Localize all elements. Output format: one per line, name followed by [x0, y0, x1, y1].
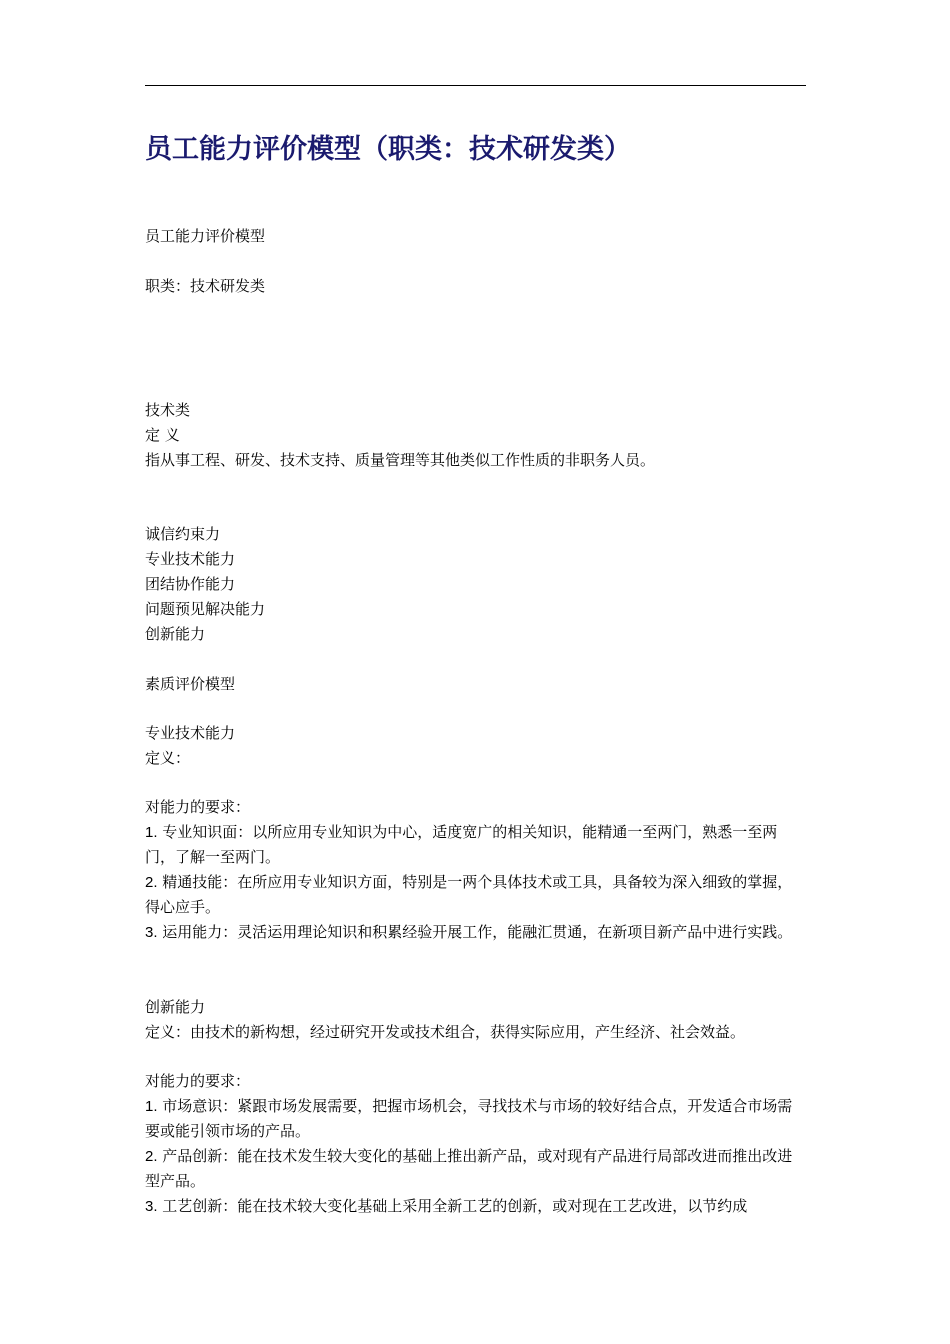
- professional-requirements-label: 对能力的要求：: [145, 798, 251, 816]
- item-number: 1.: [145, 824, 158, 841]
- quality-model-heading: 素质评价模型: [145, 675, 236, 693]
- innovation-heading: 创新能力: [145, 998, 206, 1016]
- item-number: 1.: [145, 1098, 158, 1115]
- innovation-requirements-label: 对能力的要求：: [145, 1072, 251, 1090]
- item-text: 市场意识：紧跟市场发展需要，把握市场机会，寻找技术与市场的较好结合点，开发适合市场需要或能引领市场的产品。: [145, 1097, 793, 1140]
- subtitle-category: 职类：技术研发类: [145, 277, 266, 295]
- innovation-requirement-1: [145, 1094, 806, 1144]
- professional-requirement-3: [145, 920, 806, 945]
- professional-definition: 定义：: [145, 749, 191, 767]
- item-number: 2.: [145, 874, 158, 891]
- item-text: 产品创新：能在技术发生较大变化的基础上推出新产品，或对现有产品进行局部改进而推出改进型产品。: [145, 1147, 793, 1190]
- professional-requirement-1: [145, 820, 806, 870]
- item-number: 2.: [145, 1148, 158, 1165]
- subtitle-model: 员工能力评价模型: [145, 227, 266, 245]
- competency-item: 创新能力: [145, 625, 206, 643]
- item-text: 工艺创新：能在技术较大变化基础上采用全新工艺的创新，或对现在工艺改进，以节约成: [162, 1197, 748, 1215]
- innovation-definition: 定义：由技术的新构想，经过研究开发或技术组合，获得实际应用，产生经济、社会效益。: [145, 1023, 746, 1041]
- definition-label: 定 义: [145, 426, 180, 444]
- professional-heading: 专业技术能力: [145, 724, 236, 742]
- item-text: 专业知识面：以所应用专业知识为中心，适度宽广的相关知识，能精通一至两门，熟悉一至两门，了解一至两门。: [145, 823, 778, 866]
- item-text: 运用能力：灵活运用理论知识和积累经验开展工作，能融汇贯通，在新项目新产品中进行实践。: [162, 923, 793, 941]
- competency-item: 团结协作能力: [145, 575, 236, 593]
- item-number: 3.: [145, 1198, 158, 1215]
- innovation-requirement-2: [145, 1144, 806, 1194]
- professional-requirement-2: [145, 870, 806, 920]
- item-number: 3.: [145, 924, 158, 941]
- definition-text: 指从事工程、研发、技术支持、质量管理等其他类似工作性质的非职务人员。: [145, 451, 656, 469]
- competency-item: 专业技术能力: [145, 550, 236, 568]
- header-rule: [145, 85, 806, 86]
- section-heading-tech: 技术类: [145, 401, 191, 419]
- competency-item: 诚信约束力: [145, 525, 221, 543]
- competency-item: 问题预见解决能力: [145, 600, 266, 618]
- item-text: 精通技能：在所应用专业知识方面，特别是一两个具体技术或工具，具备较为深入细致的掌握，得心应手。: [145, 873, 793, 916]
- document-title: 员工能力评价模型（职类：技术研发类）: [145, 134, 631, 165]
- innovation-requirement-3: [145, 1194, 806, 1219]
